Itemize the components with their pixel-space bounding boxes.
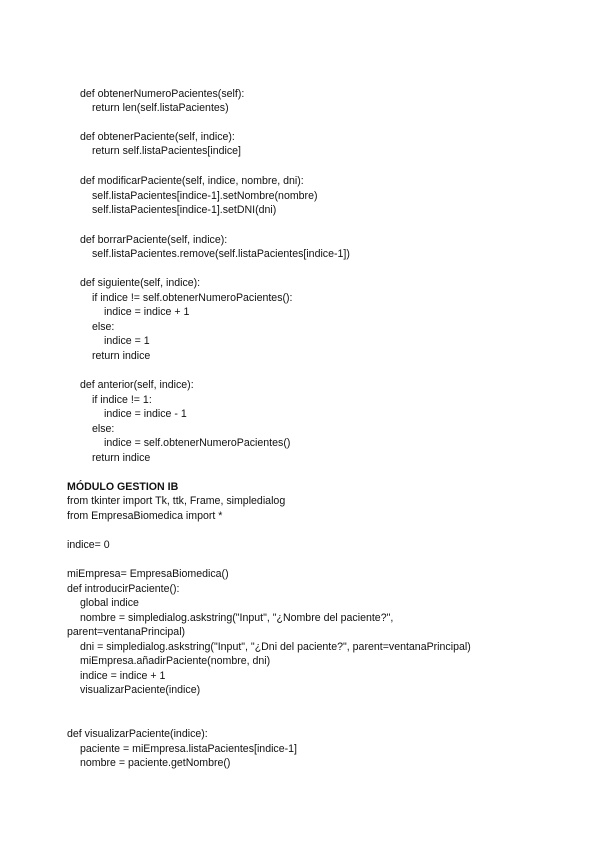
code-line: indice= 0 [67,539,110,551]
code-line: global indice [80,597,139,609]
code-line: return len(self.listaPacientes) [92,102,229,114]
code-line: miEmpresa.añadirPaciente(nombre, dni) [80,655,271,667]
code-line: indice = indice - 1 [104,408,187,420]
code-line: self.listaPacientes[indice-1].setNombre(nombre) [92,190,318,202]
code-line: def obtenerPaciente(self, indice): [80,131,235,143]
code-line: def borrarPaciente(self, indice): [80,234,228,246]
code-line: self.listaPacientes.remove(self.listaPacientes[indice-1]) [92,248,350,260]
code-line: indice = self.obtenerNumeroPacientes() [104,437,291,449]
code-line: def anterior(self, indice): [80,379,194,391]
code-line: visualizarPaciente(indice) [80,684,201,696]
code-line: paciente = miEmpresa.listaPacientes[indice-1] [80,743,297,755]
code-line: else: [92,321,115,333]
code-line: nombre = paciente.getNombre() [80,757,231,769]
code-line: self.listaPacientes[indice-1].setDNI(dni) [92,204,277,216]
code-line: from tkinter import Tk, ttk, Frame, simpledialog [67,495,286,507]
code-line: def visualizarPaciente(indice): [67,728,208,740]
code-line: from EmpresaBiomedica import * [67,510,223,522]
code-line: else: [92,423,115,435]
code-line: return indice [92,452,151,464]
code-line: def modificarPaciente(self, indice, nombre, dni): [80,175,304,187]
code-line: def obtenerNumeroPacientes(self): [80,88,245,100]
code-line: return indice [92,350,151,362]
code-line: indice = indice + 1 [80,670,166,682]
code-line: dni = simpledialog.askstring("Input", "¿Dni del paciente?", parent=ventanaPrincipal) [80,641,471,653]
code-line: return self.listaPacientes[indice] [92,145,241,157]
code-line: if indice != 1: [92,394,152,406]
code-line: def siguiente(self, indice): [80,277,201,289]
code-line: indice = indice + 1 [104,306,190,318]
code-line: indice = 1 [104,335,150,347]
code-line: nombre = simpledialog.askstring("Input", "¿Nombre del paciente?", [80,612,394,624]
code-line: miEmpresa= EmpresaBiomedica() [67,568,229,580]
section-heading: MÓDULO GESTION IB [67,481,179,493]
code-line: parent=ventanaPrincipal) [67,626,186,638]
code-line: def introducirPaciente(): [67,583,180,595]
code-line: if indice != self.obtenerNumeroPacientes(): [92,292,293,304]
